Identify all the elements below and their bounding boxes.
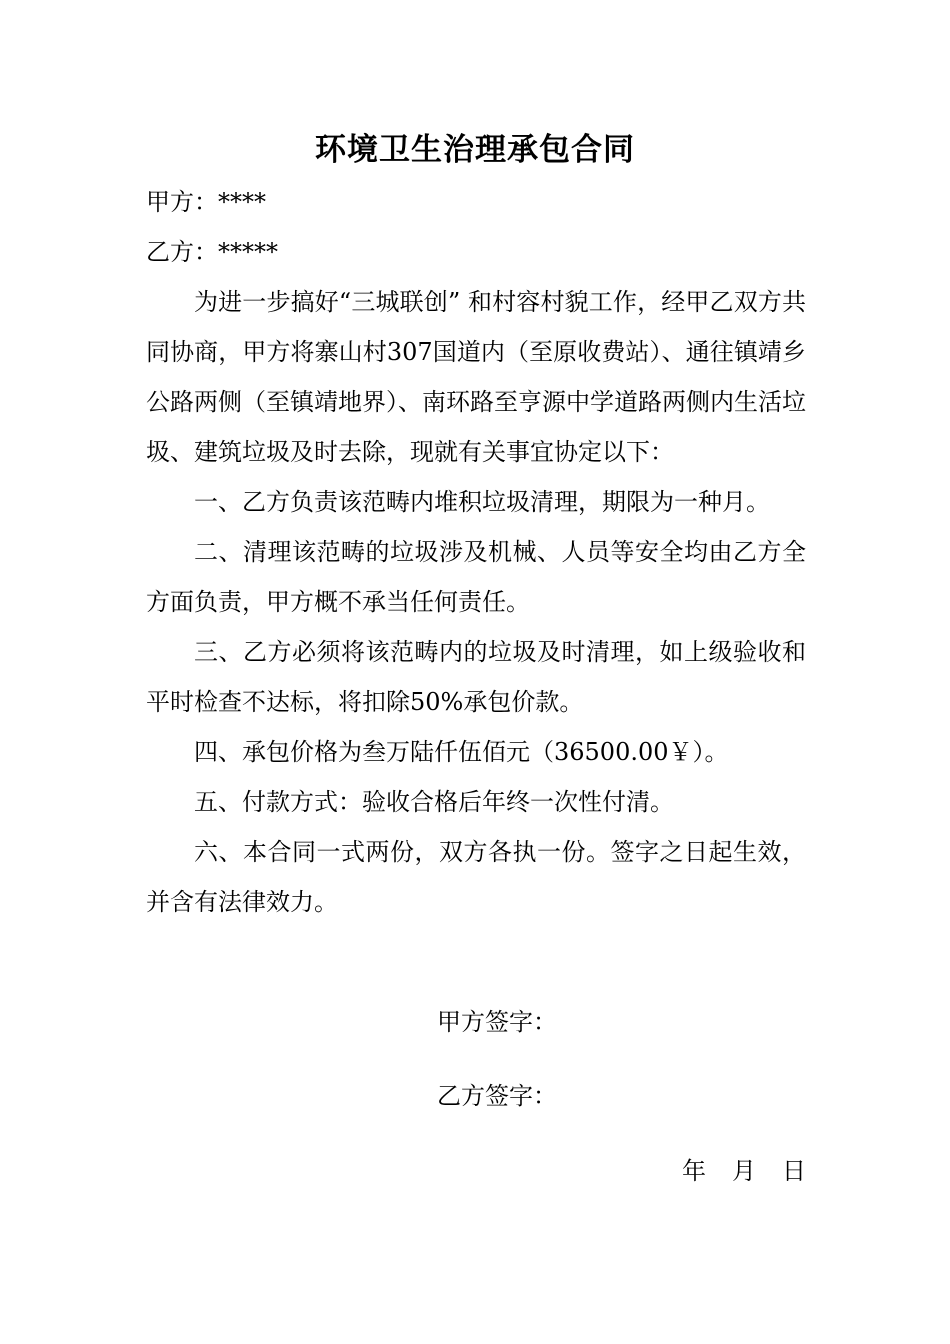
- clause-3: 三、乙方必须将该范畴内的垃圾及时清理，如上级验收和平时检查不达标，将扣除50%承包价款。: [146, 638, 806, 716]
- clause-5: 五、付款方式：验收合格后年终一次性付清。: [194, 788, 674, 816]
- party-b-line: 乙方：*****: [146, 238, 278, 266]
- party-a-signature: 甲方签字：: [437, 1008, 557, 1036]
- date-month: 月: [732, 1157, 756, 1185]
- intro-paragraph: 为进一步搞好“三城联创” 和村容村貌工作，经甲乙双方共同协商，甲方将寨山村307国道内（至原收费站）、通往镇靖乡公路两侧（至镇靖地界）、南环路至亨源中学道路两侧内生活垃圾、建筑垃圾及时去除，现就有关事宜协定以下：: [146, 288, 806, 466]
- document-title: 环境卫生治理承包合同: [315, 132, 635, 168]
- clause-6: 六、本合同一式两份，双方各执一份。签字之日起生效，并含有法律效力。: [146, 838, 806, 916]
- clause-2: 二、清理该范畴的垃圾涉及机械、人员等安全均由乙方全方面负责，甲方概不承当任何责任。: [146, 538, 806, 616]
- contract-body: [146, 177, 806, 927]
- date-year: 年: [682, 1157, 706, 1185]
- clause-1: 一、乙方负责该范畴内堆积垃圾清理，期限为一种月。: [194, 488, 770, 516]
- signing-date: [682, 1146, 806, 1196]
- date-day: 日: [782, 1157, 806, 1185]
- party-b-signature: 乙方签字：: [437, 1082, 557, 1110]
- clause-4: 四、承包价格为叁万陆仟伍佰元（36500.00￥）。: [194, 738, 729, 766]
- party-a-line: 甲方：****: [146, 188, 266, 216]
